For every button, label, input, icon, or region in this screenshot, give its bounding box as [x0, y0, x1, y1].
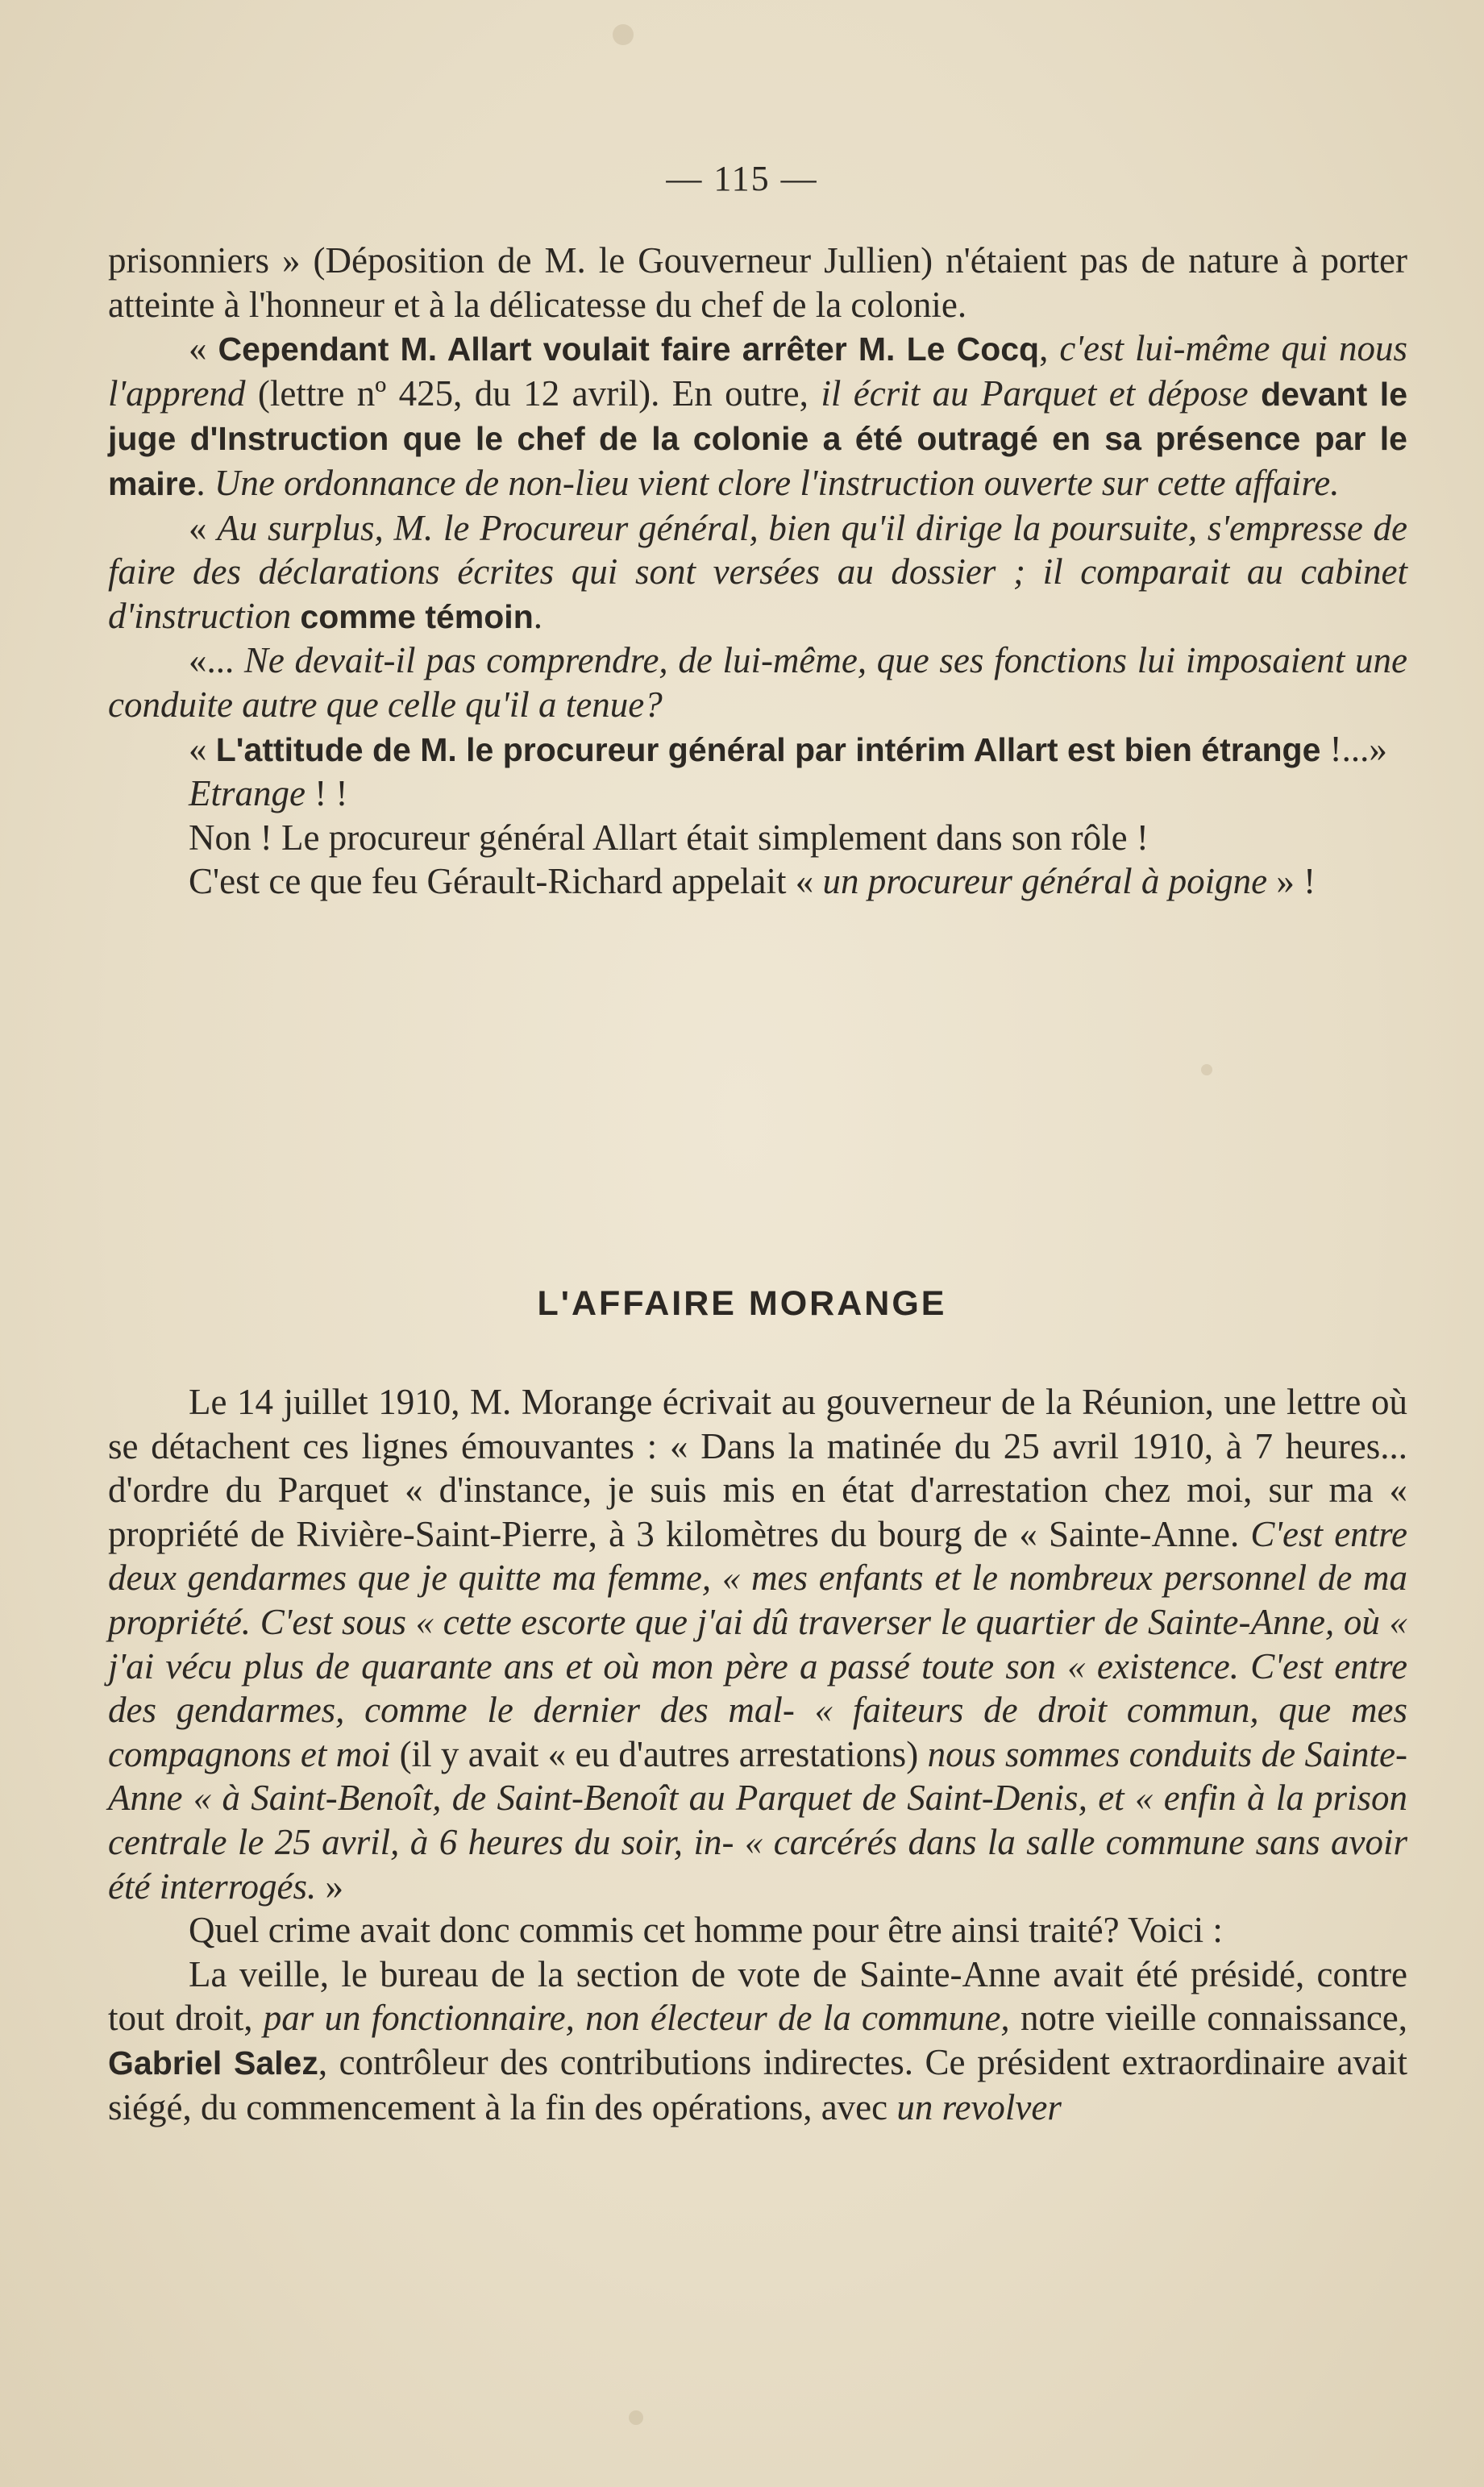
paragraph: Non ! Le procureur général Allart était simplement dans son rôle ! [189, 817, 1149, 858]
paragraph: « Cependant M. Allart voulait faire arrêter M. Le Cocq, c'est lui-même qui nous l'apprend (lettre nº 425, du 12 avril). En outre, il écrit au Parquet et dépose devant le juge d'Instruction que le chef de la colonie a été outragé en sa présence par le maire. Une ordonnance de non-lieu vient clore l'instruction ouverte sur cette affaire. [108, 328, 1408, 503]
paragraph: « Au surplus, M. le Procureur général, bien qu'il dirige la poursuite, s'empresse de faire des déclarations écrites qui sont versées au dossier ; il comparait au cabinet d'instruction comme témoin. [108, 507, 1408, 636]
paragraph: Le 14 juillet 1910, M. Morange écrivait au gouverneur de la Réunion, une lettre où se détachent ces lignes émouvantes : « Dans la matinée du 25 avril 1910, à 7 heures... d'ordre du Parquet « d'instance, je suis mis en état d'arrestation chez moi, sur ma « propriété de Rivière-Saint-Pierre, à 3 kilomètres du bourg de « Sainte-Anne. C'est entre deux gendarmes que je quitte ma femme, « mes enfants et le nombreux personnel de ma propriété. C'est sous « cette escorte que j'ai dû traverser le quartier de Sainte-Anne, où « j'ai vécu plus de quarante ans et où mon père a passé toute son « existence. C'est entre des gendarmes, comme le dernier des mal- « faiteurs de droit commun, que mes compagnons et moi (il y avait « eu d'autres arrestations) nous sommes conduits de Sainte-Anne « à Saint-Benoît, de Saint-Benoît au Parquet de Saint-Denis, et « enfin à la prison centrale le 25 avril, à 6 heures du soir, in- « carcérés dans la salle commune sans avoir été interrogés. » [108, 1382, 1407, 1907]
paper-stain [1201, 1064, 1212, 1075]
text-block-top [108, 239, 1407, 904]
paragraph: «... Ne devait-il pas comprendre, de lui-même, que ses fonctions lui imposaient une conduite autre que celle qu'il a tenue? [108, 640, 1407, 725]
section-heading: L'AFFAIRE MORANGE [537, 1284, 947, 1323]
paragraph: C'est ce que feu Gérault-Richard appelait « un procureur général à poigne » ! [189, 861, 1316, 902]
paragraph: Etrange ! ! [189, 773, 348, 814]
paragraph: prisonniers » (Déposition de M. le Gouverneur Jullien) n'étaient pas de nature à porter atteinte à l'honneur et à la délicatesse du chef de la colonie. [108, 240, 1407, 325]
paragraph: Quel crime avait donc commis cet homme pour être ainsi traité? Voici : [189, 1910, 1223, 1951]
paper-stain [613, 24, 634, 45]
paragraph: La veille, le bureau de la section de vote de Sainte-Anne avait été présidé, contre tout droit, par un fonctionnaire, non électeur de la commune, notre vieille connaissance, Gabriel Salez, contrôleur des contributions indirectes. Ce président extraordinaire avait siégé, du commencement à la fin des opérations, avec un revolver [108, 1953, 1408, 2127]
paragraph: « L'attitude de M. le procureur général par intérim Allart est bien étrange !...» [189, 728, 1387, 769]
page-number: — 115 — [666, 159, 818, 198]
text-block-bottom [108, 1380, 1407, 2129]
paper-stain [629, 2410, 643, 2425]
